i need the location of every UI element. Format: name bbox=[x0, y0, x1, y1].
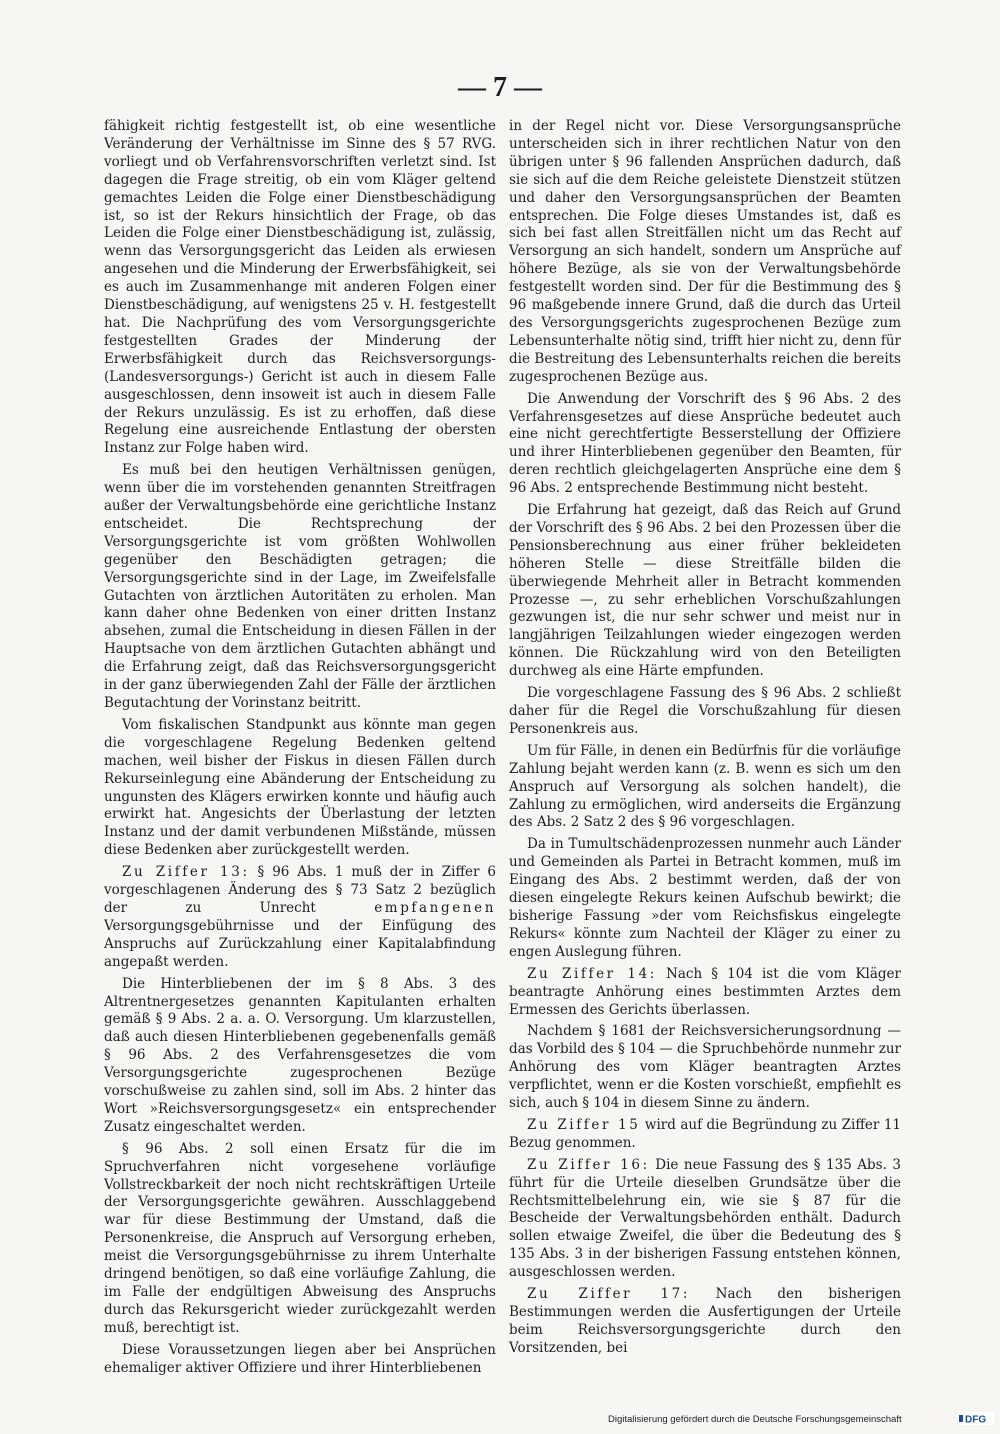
dfg-logo-icon bbox=[958, 1412, 994, 1425]
section-label: Zu Ziffer 16: bbox=[527, 1156, 650, 1173]
section-label: Zu Ziffer 14: bbox=[527, 965, 657, 982]
digitization-credit: Digitalisierung gefördert durch die Deutsche Forschungsgemeinschaft bbox=[608, 1414, 902, 1425]
paragraph: Da in Tumultschädenprozessen nunmehr auch Länder und Gemeinden als Partei in Betracht kommen, muß im Eingang des Abs. 2 bestimmt werden, daß der von diesen eingelegte Rekurs keinen Aufschub bewirkt; die bisherige Fassung »der vom Reichsfiskus eingelegte Rekurs« könnte zum Nachteil der Kläger zu einer zu engen Auslegung führen. bbox=[509, 836, 901, 960]
paragraph bbox=[509, 1117, 901, 1153]
paragraph bbox=[509, 966, 901, 1020]
page-number: — 7 — bbox=[458, 72, 542, 103]
paragraph: Die vorgeschlagene Fassung des § 96 Abs. 2 schließt daher für die Regel die Vorschußzahlung für diesen Personenkreis aus. bbox=[509, 685, 901, 737]
paragraph: Nachdem § 1681 der Reichsversicherungsordnung — das Vorbild des § 104 — die Spruchbehörde nunmehr zur Anhörung des vom Kläger beantragten Arztes verpflichtet, wenn er die Kosten vorschießt, empfiehlt es sich, auch § 104 in diesem Sinne zu ändern. bbox=[509, 1023, 901, 1112]
paragraph: fähigkeit richtig festgestellt ist, ob eine wesentliche Veränderung der Verhältnisse im Sinne des § 57 RVG. vorliegt und ob Verfahrensvorschriften verletzt sind. Ist dagegen die Frage streitig, ob ein vom Kläger geltend gemachtes Leiden die Folge einer Dienstbeschädigung ist, so ist der Rekurs hinsichtlich der Frage, ob das Leiden die Folge einer Dienstbeschädigung ist, zulässig, wenn das Versorgungsgericht das Leiden als erwiesen angesehen und die Minderung der Erwerbsfähigkeit, sei es auch im Zusammenhange mit anderen Folgen einer Dienstbeschädigung, auf wenigstens 25 v. H. festgestellt hat. Die Nachprüfung des vom Versorgungsgerichte festgestellten Grades der Minderung der Erwerbsfähigkeit durch das Reichsversorgungs- (Landesversorgungs-) Gericht ist auch in diesem Falle ausgeschlossen, denn insoweit ist auch in diesem Falle der Rekurs unzulässig. Es ist zu erhoffen, daß diese Regelung eine ausreichende Entlastung der obersten Instanz zur Folge haben wird. bbox=[104, 118, 496, 457]
paragraph: Die Anwendung der Vorschrift des § 96 Abs. 2 des Verfahrensgesetzes auf diese Ansprüche bedeutet auch eine nicht gerechtfertigte Besserstellung der Offiziere und ihrer Hinterbliebenen gegenüber den Beamten, für deren rechtlich gleichgelagerten Ansprüche eine dem § 96 Abs. 2 entsprechende Bestimmung nicht besteht. bbox=[509, 390, 901, 497]
paragraph: § 96 Abs. 2 soll einen Ersatz für die im Spruchverfahren nicht vorgesehene vorläufige Vollstreckbarkeit der noch nicht rechtskräftigen Urteile der Versorgungsgerichte gewähren. Ausschlaggebend war für diese Bestimmung der Umstand, daß die Personenkreise, die Anspruch auf Versorgung erheben, meist die Versorgungsgebührnisse zu ihrem Unterhalte dringend benötigen, so daß eine vorläufige Zahlung, die im Falle der endgültigen Abweisung des Anspruchs durch das Rekursgericht wieder zurückgezahlt werden muß, berechtigt ist. bbox=[104, 1140, 496, 1336]
paragraph: in der Regel nicht vor. Diese Versorgungsansprüche unterscheiden sich in ihrer rechtlichen Natur von den übrigen unter § 96 fallenden Ansprüchen dadurch, daß sie sich auf die dem Reiche geleistete Dienstzeit stützen und daher den Versorgungsansprüchen der Beamten entsprechen. Die Folge dieses Umstandes ist, daß es sich bei fast allen Streitfällen nicht um das Recht auf Versorgung an sich handelt, sondern um Ansprüche auf höhere Bezüge, als sie von der Verwaltungsbehörde festgestellt worden sind. Der für die Bestimmung des § 96 maßgebende innere Grund, daß die durch das Urteil des Versorgungsgerichts zugesprochenen Bezüge zum Lebensunterhalte nötig sind, trifft hier nicht zu, denn für die Bestreitung des Lebensunterhalts reichen die bereits zugesprochenen Bezüge aus. bbox=[509, 118, 901, 385]
paragraph: Die Hinterbliebenen der im § 8 Abs. 3 des Altrentnergesetzes genannten Kapitulanten erhalten gemäß § 9 Abs. 2 a. a. O. Versorgung. Um klarzustellen, daß auch diesen Hinterbliebenen gegebenenfalls gemäß § 96 Abs. 2 des Verfahrensgesetzes die vom Versorgungsgerichte zugesprochenen Bezüge vorschußweise zu zahlen sind, soll im Abs. 2 hinter das Wort »Reichsversorgungsgesetz« ein entsprechender Zusatz eingeschaltet werden. bbox=[104, 975, 496, 1135]
paragraph: Die Erfahrung hat gezeigt, daß das Reich auf Grund der Vorschrift des § 96 Abs. 2 bei den Prozessen über die Pensionsberechnung aus einer früher bekleideten höheren Stelle — diese Streitfälle bilden die überwiegende Mehrheit aller in Betracht kommenden Prozesse —, zu sehr erheblichen Vorschußzahlungen gezwungen ist, die nur sehr schwer und meist nur in langjährigen Teilzahlungen wieder eingezogen werden können. Die Rückzahlung wird von den Beteiligten durchweg als eine Härte empfunden. bbox=[509, 502, 901, 680]
dfg-logo-text: DFG bbox=[965, 1414, 987, 1425]
paragraph bbox=[104, 864, 496, 971]
paragraph: Diese Voraussetzungen liegen aber bei Ansprüchen ehemaliger aktiver Offiziere und ihrer Hinterbliebenen bbox=[104, 1341, 496, 1376]
paragraph: Vom fiskalischen Standpunkt aus könnte man gegen die vorgeschlagene Regelung Bedenken geltend machen, weil bisher der Fiskus in diesen Fällen durch Rekurseinlegung eine Abänderung der Entscheidung zu ungunsten des Klägers erwirken konnte und häufig auch erwirkt hat. Angesichts der Überlastung der letzten Instanz und der damit verbundenen Mißstände, müssen diese Bedenken aber zurückgestellt werden. bbox=[104, 716, 496, 859]
section-label: Zu Ziffer 17: bbox=[527, 1286, 690, 1303]
right-column bbox=[509, 118, 901, 1362]
paragraph-text: Nach § 104 ist die vom Kläger beantragte Anhörung eines bestimmten Arztes dem Ermessen des Gerichts überlassen. bbox=[509, 965, 901, 1018]
section-label: Zu Ziffer 13: bbox=[122, 864, 250, 881]
paragraph: Um für Fälle, in denen ein Bedürfnis für die vorläufige Zahlung bejaht werden kann (z. B. wenn es sich um den Anspruch auf Versorgung als solchen handelt), die Zahlung zu ermöglichen, wird anderseits die Ergänzung des Abs. 2 Satz 2 des § 96 vorgeschlagen. bbox=[509, 742, 901, 831]
emphasized-word: empfangenen bbox=[374, 899, 496, 916]
paragraph-text: § 96 Abs. 1 muß der in Ziffer 6 vorgeschlagenen Änderung des § 73 Satz 2 bezüglich der zu Unrecht bbox=[104, 864, 496, 916]
paragraph-text: wird auf die Begründung zu Ziffer 11 Bezug genommen. bbox=[509, 1116, 901, 1151]
paragraph-text: Die neue Fassung des § 135 Abs. 3 führt für die Urteile dieselben Grundsätze über die Rechtsmittelbelehrung ein, wie sie § 87 für die Bescheide der Verwaltungsbehörden enthält. Dadurch sollen etwaige Zweifel, die über die Bedeutung des § 135 Abs. 3 in der bisherigen Fassung entstehen können, ausgeschlossen werden. bbox=[509, 1156, 902, 1281]
section-label: Zu Ziffer 15 bbox=[527, 1116, 641, 1133]
paragraph bbox=[509, 1286, 901, 1358]
paragraph-text: Nach den bisherigen Bestimmungen werden die Ausfertigungen der Urteile beim Reichsversorgungsgerichte durch den Vorsitzenden, bei bbox=[509, 1286, 902, 1356]
paragraph bbox=[509, 1157, 901, 1282]
paragraph-text: Versorgungsgebührnisse und der Einfügung des Anspruchs auf Zurückzahlung einer Kapitalabfindung angepaßt werden. bbox=[104, 917, 496, 970]
left-column bbox=[104, 118, 496, 1382]
paragraph: Es muß bei den heutigen Verhältnissen genügen, wenn über die im vorstehenden genannten Streitfragen außer der Verwaltungsbehörde eine gerichtliche Instanz entscheidet. Die Rechtsprechung der Versorgungsgerichte ist vom größten Wohlwollen gegenüber den Beschädigten getragen; die Versorgungsgerichte sind in der Lage, im Zweifelsfalle Gutachten von ärztlichen Autoritäten zu erholen. Man kann daher ohne Bedenken von einer dritten Instanz absehen, zumal die Entscheidung in diesen Fällen in der Hauptsache von dem ärztlichen Gutachten abhängt und die Erfahrung zeigt, daß das Reichsversorgungsgericht in der ganz überwiegenden Zahl der Fälle der ärztlichen Begutachtung der Vorinstanz beitritt. bbox=[104, 462, 496, 711]
